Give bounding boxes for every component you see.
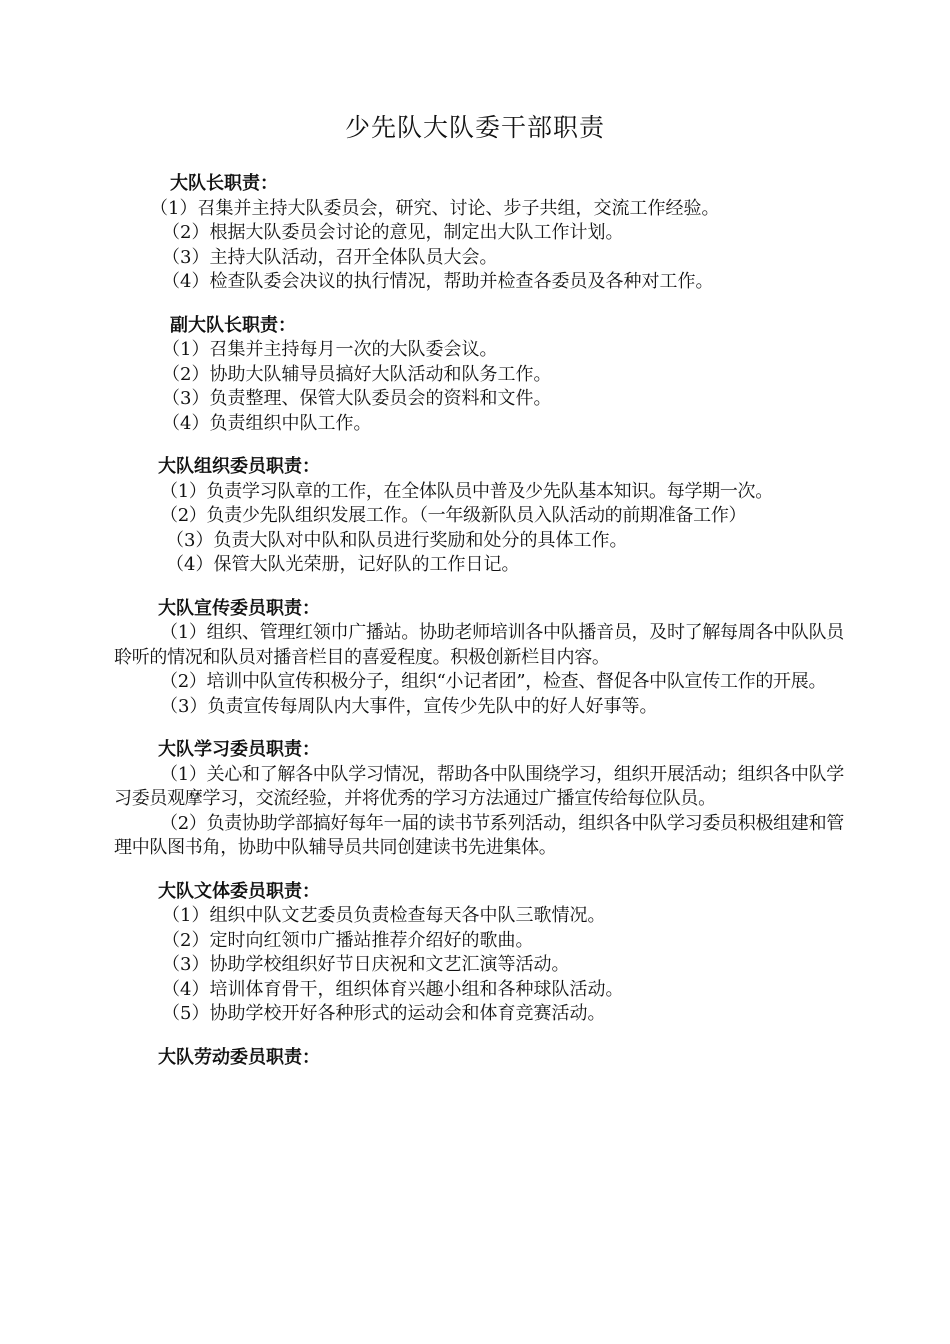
duty-item: （1）组织中队文艺委员负责检查每天各中队三歌情况。	[162, 905, 606, 926]
page-title: 少先队大队委干部职责	[344, 113, 605, 142]
section-heading: 大队文体委员职责：	[158, 880, 320, 902]
section-culture-sports-member	[114, 880, 844, 1027]
duty-item: （3）负责整理、保管大队委员会的资料和文件。	[162, 388, 552, 409]
duty-item: （3）协助学校组织好节日庆祝和文艺汇演等活动。	[162, 954, 570, 975]
duty-item: （2）协助大队辅导员搞好大队活动和队务工作。	[162, 363, 552, 385]
section-heading: 大队长职责：	[170, 173, 278, 194]
section-publicity-member	[114, 597, 844, 720]
duty-paragraph: （1）关心和了解各中队学习情况，帮助各中队围绕学习，组织开展活动；组织各中队学习委员观摩学习，交流经验，并将优秀的学习方法通过广播宣传给每位队员。	[114, 763, 844, 809]
section-vice-captain	[114, 314, 844, 437]
duty-item: （3）主持大队活动，召开全体队员大会。	[162, 246, 498, 268]
duty-paragraph: （3）负责宣传每周队内大事件，宣传少先队中的好人好事等。	[160, 695, 658, 717]
duty-paragraph: （1）负责学习队章的工作，在全体队员中普及少先队基本知识。每学期一次。	[160, 480, 773, 502]
duty-item: （1）召集并主持每月一次的大队委会议。	[162, 339, 498, 360]
duty-item: （4）检查队委会决议的执行情况，帮助并检查各委员及各种对工作。	[162, 271, 714, 292]
document-body	[114, 172, 844, 1089]
duty-item: （2）定时向红领巾广播站推荐介绍好的歌曲。	[162, 929, 534, 951]
section-heading: 副大队长职责：	[170, 314, 296, 336]
duty-paragraph: （2）负责协助学部搞好每年一届的读书节系列活动，组织各中队学习委员积极组建和管理中队图书角，协助中队辅导员共同创建读书先进集体。	[114, 812, 844, 858]
section-heading: 大队学习委员职责：	[158, 739, 320, 760]
duty-paragraph: （1）组织、管理红领巾广播站。协助老师培训各中队播音员，及时了解每周各中队队员聆听的情况和队员对播音栏目的喜爱程度。积极创新栏目内容。	[114, 622, 844, 668]
duty-item: （2）根据大队委员会讨论的意见，制定出大队工作计划。	[162, 222, 624, 243]
duty-item: （4）负责组织中队工作。	[162, 412, 372, 434]
duty-paragraph: （2）培训中队宣传积极分子，组织“小记者团”，检查、督促各中队宣传工作的开展。	[160, 671, 827, 692]
duty-item: （4）培训体育骨干，组织体育兴趣小组和各种球队活动。	[162, 978, 624, 1000]
duty-item: （3）负责大队对中队和队员进行奖励和处分的具体工作。	[166, 529, 628, 551]
duty-paragraph: （2）负责少先队组织发展工作。（一年级新队员入队活动的前期准备工作）	[160, 505, 747, 526]
section-labor-member	[114, 1046, 844, 1071]
duty-item: （4）保管大队光荣册，记好队的工作日记。	[166, 554, 520, 575]
section-heading: 大队组织委员职责：	[158, 456, 320, 477]
section-study-member	[114, 738, 844, 861]
duty-item: （5）协助学校开好各种形式的运动会和体育竞赛活动。	[162, 1003, 606, 1024]
section-heading: 大队宣传委员职责：	[158, 597, 320, 619]
section-captain	[114, 172, 844, 295]
section-heading: 大队劳动委员职责：	[158, 1046, 320, 1068]
duty-item: （1）召集并主持大队委员会，研究、讨论、步子共组，交流工作经验。	[150, 197, 720, 219]
section-organization-member	[114, 455, 844, 578]
